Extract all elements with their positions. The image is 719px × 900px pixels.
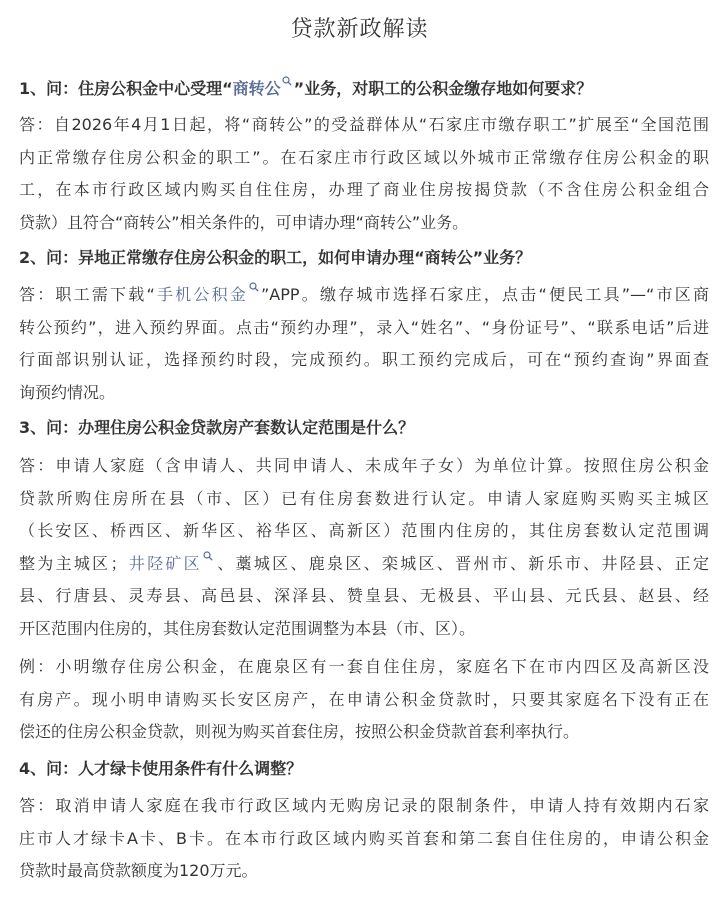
- answer-line: 答：申请人家庭（含申请人、共同申请人、未成年子女）为单位计算。按照住房公积金: [19, 456, 709, 475]
- search-icon[interactable]: [282, 76, 292, 86]
- answer-line: 询预约情况。: [19, 382, 116, 402]
- answer-3-line-4-prefix: 整为主城区；: [19, 553, 127, 573]
- question-1-suffix: ”业务，对职工的公积金缴存地如何要求？: [293, 79, 593, 98]
- answer-line: [19, 548, 709, 581]
- answer-line: 工，在本市行政区域内购买自住住房，办理了商业住房按揭贷款（不含住房公积金组合: [19, 180, 709, 199]
- link-jingxingkuangqu[interactable]: 井陉矿区: [126, 553, 202, 573]
- link-shoujigongjijin[interactable]: 手机公积金: [154, 285, 248, 304]
- example-line: 例：小明缴存住房公积金，在鹿泉区有一套自住住房，家庭名下在市内四区及高新区没: [19, 657, 709, 676]
- question-2: 2、问：异地正常缴存住房公积金的职工，如何申请办理“商转公”业务？: [19, 248, 532, 267]
- example-3: [19, 651, 709, 749]
- search-icon[interactable]: [249, 282, 259, 292]
- answer-2-line-1-prefix: 答：职工需下载“: [19, 285, 155, 304]
- answer-line: 行面部识别认证，选择预约时段，完成预约。职工预约完成后，可在“预约查询”界面查: [19, 350, 709, 369]
- answer-2: [19, 279, 709, 409]
- answer-2-line-1-suffix: ”APP。缴存城市选择石家庄，点击“便民工具”—“市区商: [261, 285, 709, 304]
- answer-line: 贷款所购住房所在县（市、区）已有住房套数进行认定。申请人家庭购买购买主城区: [19, 488, 709, 508]
- question-3: 3、问：办理住房公积金贷款房产套数认定范围是什么？: [19, 418, 415, 437]
- answer-line: （长安区、桥西区、新华区、裕华区、高新区）范围内住房的，其住房套数认定范围调: [19, 521, 709, 540]
- answer-line: 贷款）且符合“商转公”相关条件的，可申请办理“商转公”业务。: [19, 212, 469, 232]
- question-4: 4、问：人才绿卡使用条件有什么调整？: [19, 759, 303, 778]
- answer-line: 庄市人才绿卡A卡、B卡。在本市行政区域内购买首套和第二套自住住房的，申请公积金: [19, 828, 709, 848]
- answer-line: 转公预约”，进入预约界面。点击“预约办理”，录入“姓名”、“身份证号”、“联系电话”后进: [19, 317, 709, 337]
- answer-line: 答：自2026年4月1日起，将“商转公”的受益群体从“石家庄市缴存职工”扩展至“全国范围: [19, 115, 709, 134]
- answer-1: [19, 109, 709, 239]
- answer-line: 贷款时最高贷款额度为120万元。: [19, 861, 258, 880]
- answer-3-line-4-suffix: 、藁城区、鹿泉区、栾城区、晋州市、新乐市、井陉县、正定: [214, 553, 709, 573]
- answer-line: 内正常缴存住房公积金的职工”。在石家庄市行政区域以外城市正常缴存住房公积金的职: [19, 147, 709, 167]
- question-1: [19, 76, 709, 100]
- example-line: 有房产。现小明申请购买长安区房产，在申请公积金贷款时，只要其家庭名下没有正在: [19, 689, 709, 709]
- answer-4: [19, 790, 709, 888]
- answer-line: 县、行唐县、灵寿县、高邑县、深泽县、赞皇县、无极县、平山县、元氏县、赵县、经: [19, 586, 709, 605]
- answer-line: 开区范围内住房的，其住房套数认定范围调整为本县（市、区）。: [19, 618, 476, 638]
- answer-3: [19, 450, 709, 645]
- link-shangzhuangong[interactable]: 商转公: [232, 79, 281, 98]
- page-title: 贷款新政解读: [290, 17, 429, 42]
- search-icon[interactable]: [203, 551, 213, 561]
- question-1-prefix: 1、问：住房公积金中心受理“: [19, 79, 233, 98]
- answer-line: [19, 279, 709, 312]
- example-line: 偿还的住房公积金贷款，则视为购买首套住房，按照公积金贷款首套利率执行。: [19, 722, 580, 741]
- answer-line: 答：取消申请人家庭在我市行政区域内无购房记录的限制条件，申请人持有效期内石家: [19, 796, 709, 815]
